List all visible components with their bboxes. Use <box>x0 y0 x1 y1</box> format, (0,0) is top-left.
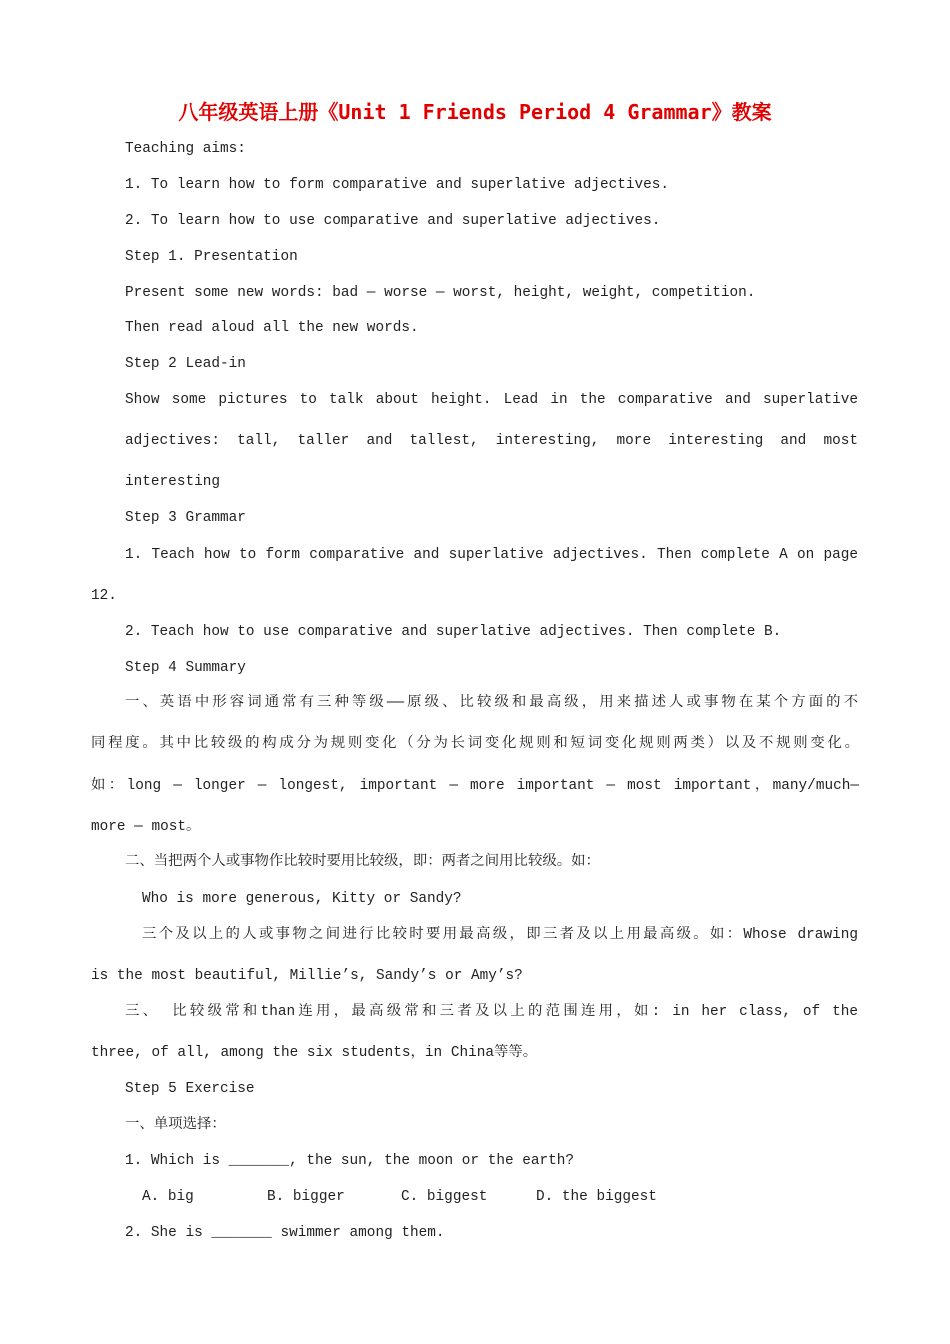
text-line: Step 5 Exercise <box>125 1081 255 1097</box>
document-title: 八年级英语上册《Unit 1 Friends Period 4 Grammar》教案 <box>178 100 772 124</box>
text-line: three, of all, among the six students，in China等等。 <box>91 1045 538 1061</box>
text-line: 三、 比较级常和than连用，最高级常和三者及以上的范围连用，如: in her class, of the <box>125 1004 858 1020</box>
text-line: more — most。 <box>91 819 201 835</box>
text-line: Step 1. Presentation <box>125 249 298 265</box>
text-line: Present some new words: bad — worse — worst, height, weight, competition. <box>125 285 756 301</box>
text-line: 同程度。其中比较级的构成分为规则变化（分为长词变化规则和短词变化规则两类）以及不规则变化。 <box>91 736 859 752</box>
text-line: Then read aloud all the new words. <box>125 320 419 336</box>
text-line: 三个及以上的人或事物之间进行比较时要用最高级，即三者及以上用最高级。如：Whose drawing <box>142 927 858 943</box>
text-line: Teaching aims: <box>125 141 246 157</box>
option-b: B. bigger <box>267 1189 345 1205</box>
question-line: 1. Which is _______, the sun, the moon or the earth? <box>125 1153 575 1169</box>
text-line: Who is more generous, Kitty or Sandy? <box>142 891 462 907</box>
text-line: is the most beautiful, Millie’s, Sandy’s or Amy’s? <box>91 968 523 984</box>
text-line: interesting <box>125 474 220 490</box>
text-line: 2. Teach how to use comparative and superlative adjectives. Then complete B. <box>125 624 782 640</box>
text-line: 一、英语中形容词通常有三种等级——原级、比较级和最高级，用来描述人或事物在某个方面的不 <box>125 695 858 711</box>
text-line: Show some pictures to talk about height. Lead in the comparative and superlative <box>125 392 858 408</box>
option-a: A. big <box>142 1189 194 1205</box>
question-line: 2. She is _______ swimmer among them. <box>125 1225 445 1241</box>
text-line: Step 4 Summary <box>125 660 246 676</box>
text-line: 1. Teach how to form comparative and superlative adjectives. Then complete A on page <box>125 547 858 563</box>
option-c: C. biggest <box>401 1189 488 1205</box>
text-line: Step 3 Grammar <box>125 510 246 526</box>
answer-options <box>0 1187 950 1207</box>
text-line: Step 2 Lead-in <box>125 356 246 372</box>
text-line: 12. <box>91 588 117 604</box>
text-line: 一、单项选择： <box>125 1117 226 1133</box>
option-d: D. the biggest <box>536 1189 657 1205</box>
text-line: adjectives: tall, taller and tallest, interesting, more interesting and most <box>125 433 858 449</box>
text-line: 如：long — longer — longest, important — more important — most important，many/much— <box>91 778 859 794</box>
text-line: 1. To learn how to form comparative and superlative adjectives. <box>125 177 670 193</box>
text-line: 2. To learn how to use comparative and superlative adjectives. <box>125 213 661 229</box>
text-line: 二、当把两个人或事物作比较时要用比较级，即：两者之间用比较级。如： <box>125 854 600 870</box>
